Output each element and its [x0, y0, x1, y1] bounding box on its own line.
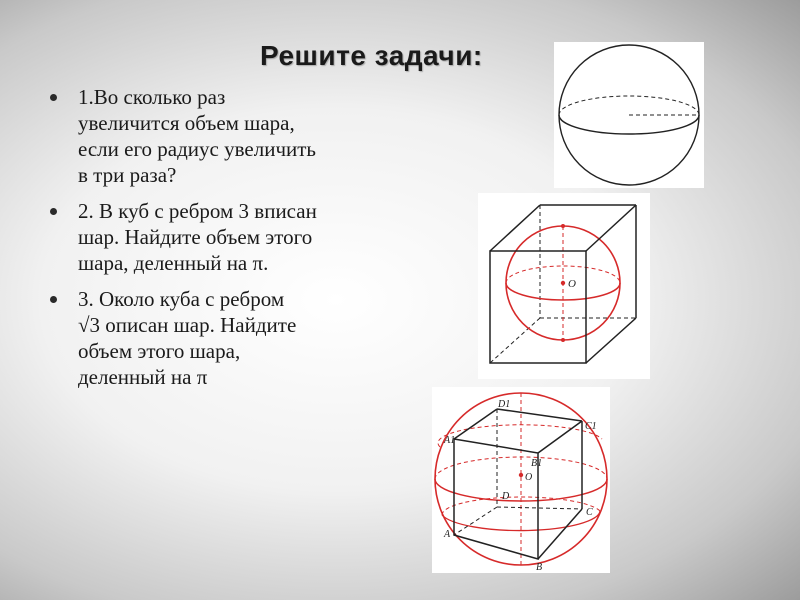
vertex-label-b1: B1: [531, 458, 543, 469]
cube-circumscribed-sphere-icon: [432, 387, 610, 573]
slide-title: Решите задачи:: [260, 40, 483, 71]
task-text: 1.Во сколько раз увеличится объем шара, если его радиус увеличить в три раза?: [78, 85, 316, 187]
task-text: 2. В куб с ребром 3 вписан шар. Найдите объем этого шара, деленный на π.: [78, 199, 317, 275]
task-item-3: [48, 286, 388, 390]
bullet-icon: [50, 94, 57, 101]
center-label: O: [568, 278, 576, 290]
vertex-label-d1: D1: [498, 399, 511, 410]
task-item-1: [48, 84, 388, 188]
sphere-figure: [554, 42, 704, 188]
task-item-2: [48, 198, 388, 276]
task-text: 3. Около куба с ребром √3 описан шар. Найдите объем этого шара, деленный на π: [78, 287, 297, 389]
sphere-icon: [554, 42, 704, 188]
center-label: O: [525, 472, 533, 483]
inscribed-sphere-figure: [478, 193, 650, 379]
bullet-icon: [50, 296, 57, 303]
bullet-icon: [50, 208, 57, 215]
cube-inscribed-sphere-icon: [478, 193, 650, 379]
task-list: [48, 84, 388, 400]
vertex-label-a1: A1: [444, 435, 456, 446]
vertex-label-c1: C1: [585, 421, 597, 432]
circumscribed-sphere-figure: [432, 387, 610, 573]
vertex-label-d: D: [502, 491, 510, 502]
vertex-label-a: A: [444, 529, 451, 540]
vertex-label-c: C: [586, 507, 593, 518]
vertex-label-b: B: [536, 562, 543, 573]
